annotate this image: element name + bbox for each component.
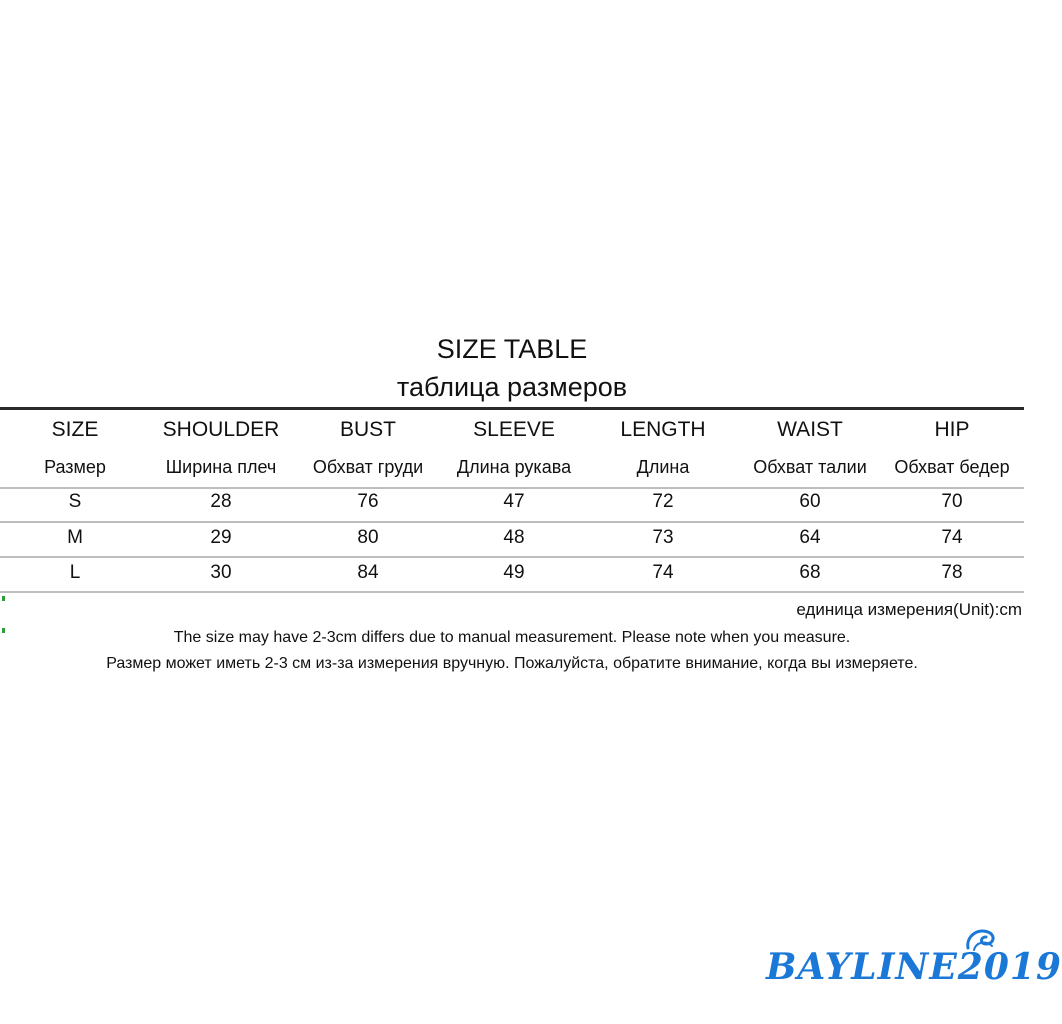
size-label-cell: S [68, 491, 82, 512]
column-header-ru: Размер [44, 457, 106, 477]
measurement-cell: 49 [503, 562, 525, 583]
column-header-en: SHOULDER [162, 418, 280, 441]
watermark-text: BAYLINE2019 [766, 946, 1062, 988]
column-header-ru: Длина [636, 457, 690, 477]
column-header-ru: Ширина плеч [165, 457, 277, 477]
measurement-cell: 68 [799, 562, 821, 583]
column-header-en: SIZE [51, 418, 99, 441]
table-divider [0, 521, 1024, 523]
size-label-cell: M [67, 527, 83, 548]
measurement-cell: 47 [503, 491, 525, 512]
column-header-en: HIP [934, 418, 970, 441]
measurement-cell: 80 [357, 527, 379, 548]
column-header-en: SLEEVE [473, 418, 555, 441]
column-header-en: BUST [339, 418, 397, 441]
table-top-rule [0, 407, 1024, 410]
measurement-cell: 76 [357, 491, 379, 512]
column-header-en: LENGTH [620, 418, 706, 441]
column-header-ru: Обхват талии [753, 457, 867, 477]
column-header-ru: Обхват бедер [894, 457, 1010, 477]
table-divider [0, 556, 1024, 558]
measurement-cell: 28 [210, 491, 232, 512]
measurement-cell: 74 [941, 527, 963, 548]
column-header-en: WAIST [777, 418, 843, 441]
measurement-cell: 72 [652, 491, 674, 512]
measurement-cell: 74 [652, 562, 674, 583]
measurement-cell: 64 [799, 527, 821, 548]
table-title-ru: таблица размеров [396, 372, 628, 402]
table-divider [0, 591, 1024, 593]
measurement-cell: 70 [941, 491, 963, 512]
table-divider [0, 487, 1024, 489]
measurement-cell: 48 [503, 527, 525, 548]
table-title-en: SIZE TABLE [436, 334, 588, 364]
measurement-cell: 73 [652, 527, 674, 548]
watermark-logo [766, 922, 1062, 994]
size-label-cell: L [69, 562, 81, 583]
green-tick-mark [2, 596, 5, 601]
measurement-note-ru: Размер может иметь 2-3 см из-за измерения вручную. Пожалуйста, обратите внимание, когда вы измеряете. [106, 655, 918, 672]
measurement-cell: 30 [210, 562, 232, 583]
measurement-cell: 78 [941, 562, 963, 583]
measurement-note-en: The size may have 2-3cm differs due to manual measurement. Please note when you measure. [173, 629, 851, 646]
unit-note: единица измерения(Unit):cm [796, 600, 1022, 619]
measurement-cell: 29 [210, 527, 232, 548]
measurement-cell: 60 [799, 491, 821, 512]
column-header-ru: Длина рукава [456, 457, 572, 477]
measurement-cell: 84 [357, 562, 379, 583]
column-header-ru: Обхват груди [312, 457, 424, 477]
